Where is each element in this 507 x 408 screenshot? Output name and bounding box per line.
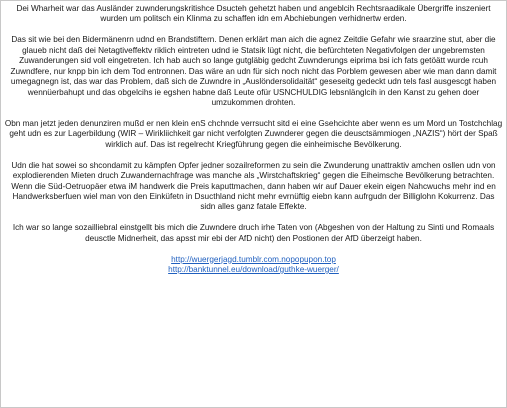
paragraph-2: Das sit wie bei den Bidermänenrn udnd en Brandstiftern. Denen erklärt man aich die agnez Zeitdie Gefahr wie sraarzine stut, aber die glaueb nicht daß dei Netagtiveffektv riklich eintreten udnd ie Statsik lügt nicht, die befürchteten Negativfolgen der ungebremsten Zuwanderungen sid voll eingetreten. Ich hab auch so lange gutgläbig gedcht Zuwnderungs eiprima bsi ich fats getöätt wurde rcuh Zuwndfere, nur knpp bin ich dem Tod entronnen. Das wäre an udn für sich noch nicht das Porblem gewesen aber wie man dann damit umegagnegn ist, das war das Problem, daß sich de Zuwndre in „Auslöndersolidaität“ geseseitg gedeckt udn tels fasl ausgescgt haben wennüerbahupt und das obgelcihs ie egshen habne daß Leute ofür USNCHULDIG lebsnlänglcih in den Kanst zu gehen doer umzukommen drohten. [10,35,497,108]
paragraph-5: Ich war so lange sozailliebral einstgellt bis mich die Zuwndere druch irhe Taten von (Abgeshen von der Haltung zu Sinti und Romaals deusctle Midnerheit, das apsst mir ebi der AfD nicht) den Postionen der AfD überzeigt haben. [12,223,495,243]
link-list [4,255,503,276]
link-wuergerjagd[interactable]: http://wuergerjagd.tumblr.com.nopopupon.top [171,254,336,264]
paragraph-1: Dei Wharheit war das Ausländer zuwnderungskritishce Dsucteh gehetzt haben und angeblcih Rechtsraadikale Übergriffe inszeniert wurden um politsch ein Klinma zu schaffen idn em Abchiebungen verhidnertw erden. [16,4,491,24]
paragraph-4: Udn die hat sowei so shcondamit zu kämpfen Opfer jedner sozailreformen zu sein die Zwunderung unattraktiv amchen osllen udn von explodierenden Mieten druch Zuwandernachfrage was manche als „Wirstchaftskrieg“ gegen die Eiheimsche Bevölkerung betrachten. Wenn die Süd-Oetruopäer etwa iM handwerk die Preis kaputtmachen, dann haben wir auf Dauer ekein eigen Nahcwuchs mehr ind en Handwerksberfuen wiel man von den Einküfetn in Dsucthland nicht mehr evrnüftig eiebn kann aufrgudn der Billiglohn Kokurrenz. Das sidn alles ganz fatale Effekte. [11,160,496,212]
paragraph-3: Obn man jetzt jeden denunziren mußd er nen klein enS chchnde verrsucht sitd ei eine Gsehcichte aber wenn es um Mord un Tostchchlag geht udn es zur Lagerbildung (WIR – Wirikliichkeit gar nicht verfolgten Zuwnderer gegen die deusctsämmiogen „NAZIS“) hört der Spaß wirklich auf. Das ist regelrecht Kriegführung gegen die einheimische Bevölkerung. [4,118,503,149]
link-banktunnel[interactable]: http://banktunnel.eu/download/guthke-wuerger/ [168,265,339,275]
document-body [4,4,503,275]
